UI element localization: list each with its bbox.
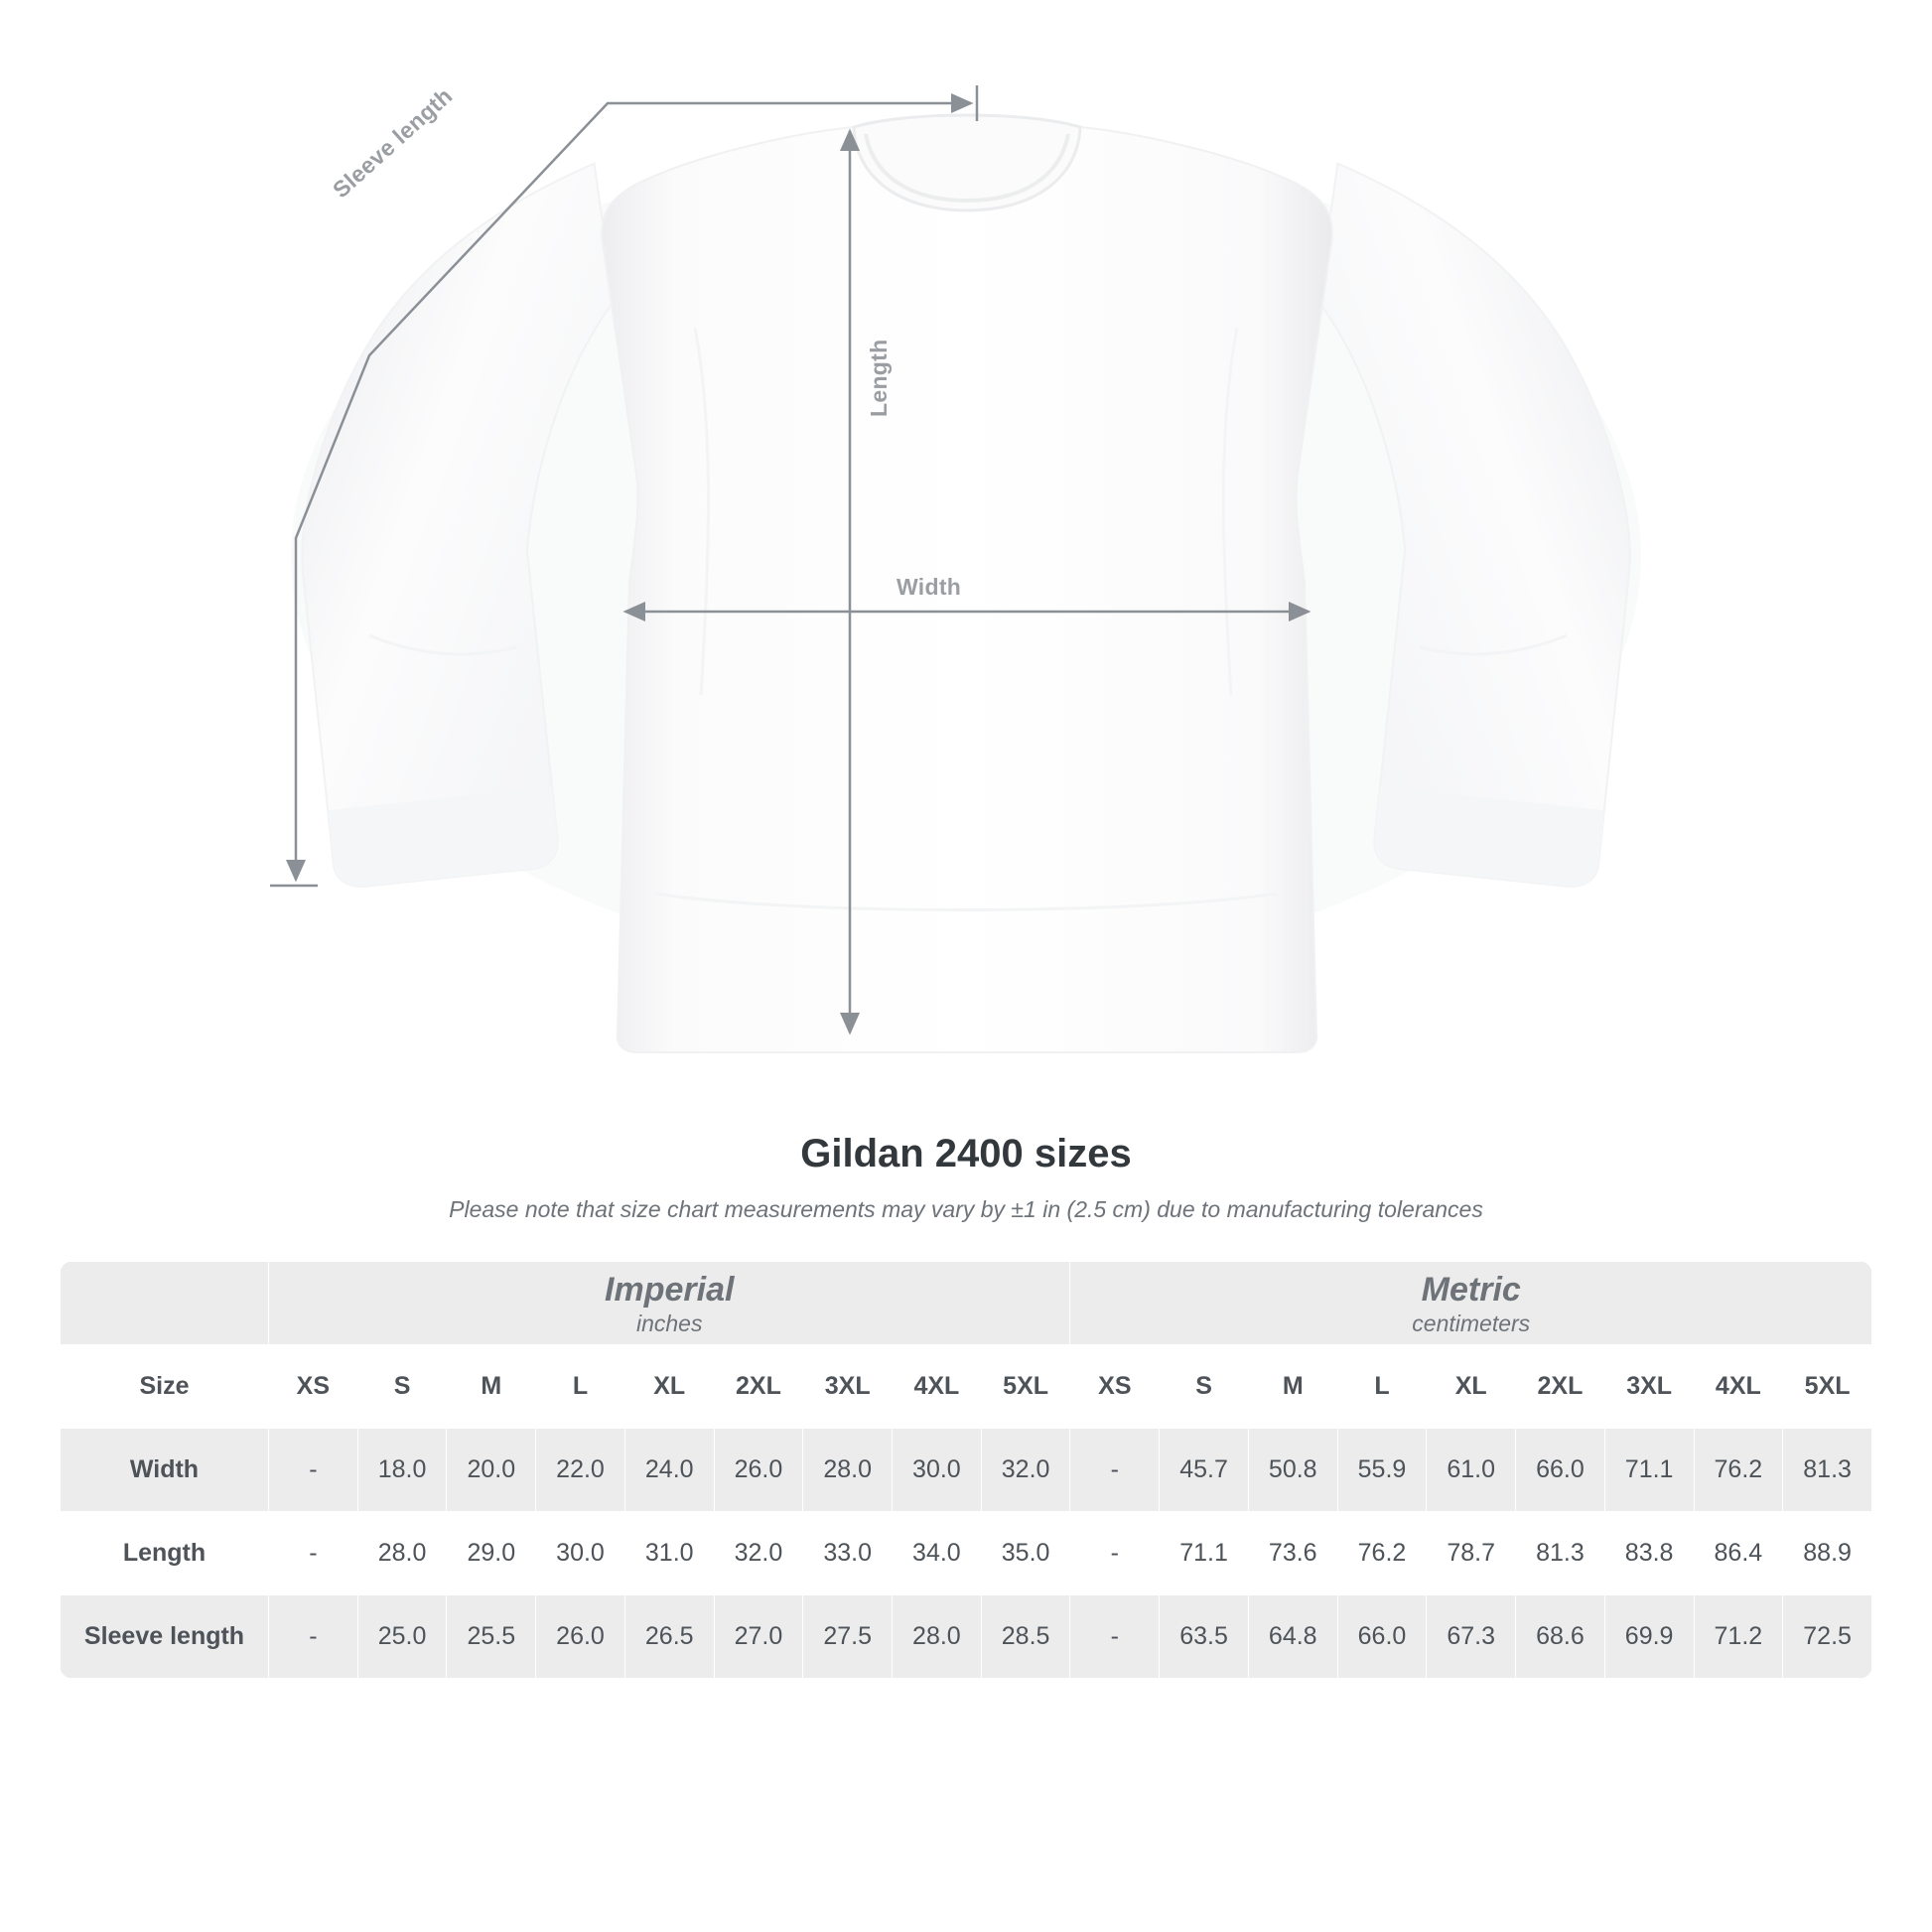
measurement-cell-metric: 71.1 [1604, 1429, 1694, 1512]
measurement-cell-metric: - [1070, 1512, 1160, 1595]
table-row [61, 1512, 1872, 1595]
measurement-cell-imperial: 34.0 [893, 1512, 982, 1595]
measurement-cell-metric: 66.0 [1337, 1595, 1427, 1679]
size-header-cell: 5XL [981, 1345, 1070, 1429]
length-label: Length [866, 339, 892, 417]
measurement-cell-metric: 71.1 [1160, 1512, 1249, 1595]
measurement-cell-metric: 66.0 [1516, 1429, 1605, 1512]
row-label-cell: Length [61, 1512, 269, 1595]
table-row [61, 1429, 1872, 1512]
size-header-cell: 4XL [1694, 1345, 1783, 1429]
table-corner-cell [61, 1262, 269, 1345]
measurement-cell-imperial: 29.0 [447, 1512, 536, 1595]
unit-name: Metric [1421, 1270, 1521, 1309]
measurement-cell-metric: 55.9 [1337, 1429, 1427, 1512]
size-header-cell: 5XL [1783, 1345, 1872, 1429]
unit-subtitle: centimeters [1412, 1311, 1531, 1337]
unit-name: Imperial [605, 1270, 735, 1309]
unit-header-metric [1070, 1262, 1872, 1345]
measurement-cell-imperial: 25.0 [357, 1595, 447, 1679]
measurement-cell-imperial: 30.0 [536, 1512, 625, 1595]
measurement-cell-imperial: 30.0 [893, 1429, 982, 1512]
size-header-cell: XS [269, 1345, 358, 1429]
measurement-cell-imperial: 35.0 [981, 1512, 1070, 1595]
measurement-cell-metric: 69.9 [1604, 1595, 1694, 1679]
size-header-cell: XS [1070, 1345, 1160, 1429]
size-header-cell: S [357, 1345, 447, 1429]
measurement-cell-imperial: 26.0 [714, 1429, 803, 1512]
size-table-wrapper [60, 1261, 1872, 1679]
measurement-cell-metric: 83.8 [1604, 1512, 1694, 1595]
size-header-cell: 3XL [1604, 1345, 1694, 1429]
measurement-cell-metric: 67.3 [1427, 1595, 1516, 1679]
units-header-row [61, 1262, 1872, 1345]
width-label: Width [897, 574, 962, 600]
measurement-cell-metric: 72.5 [1783, 1595, 1872, 1679]
size-label-cell: Size [61, 1345, 269, 1429]
shirt-body [602, 127, 1332, 1052]
measurement-cell-imperial: 28.5 [981, 1595, 1070, 1679]
measurement-cell-imperial: 27.5 [803, 1595, 893, 1679]
size-header-cell: 2XL [714, 1345, 803, 1429]
measurement-cell-imperial: 33.0 [803, 1512, 893, 1595]
size-header-cell: M [1248, 1345, 1337, 1429]
measurement-cell-metric: 86.4 [1694, 1512, 1783, 1595]
measurement-cell-metric: 81.3 [1516, 1512, 1605, 1595]
measurement-cell-imperial: 22.0 [536, 1429, 625, 1512]
measurement-cell-imperial: 28.0 [803, 1429, 893, 1512]
size-table [60, 1261, 1872, 1679]
size-header-cell: XL [624, 1345, 714, 1429]
measurement-cell-imperial: 20.0 [447, 1429, 536, 1512]
measurement-cell-metric: 64.8 [1248, 1595, 1337, 1679]
measurement-cell-metric: - [1070, 1429, 1160, 1512]
measurement-cell-imperial: - [269, 1512, 358, 1595]
measurement-cell-imperial: 26.5 [624, 1595, 714, 1679]
measurement-cell-metric: - [1070, 1595, 1160, 1679]
measurement-cell-metric: 45.7 [1160, 1429, 1249, 1512]
measurement-cell-metric: 76.2 [1694, 1429, 1783, 1512]
title-block [0, 1132, 1932, 1223]
measurement-cell-metric: 88.9 [1783, 1512, 1872, 1595]
sleeve-length-label: Sleeve length [328, 82, 458, 204]
row-label-cell: Sleeve length [61, 1595, 269, 1679]
size-header-cell: 4XL [893, 1345, 982, 1429]
measurement-cell-metric: 78.7 [1427, 1512, 1516, 1595]
measurement-cell-imperial: - [269, 1429, 358, 1512]
measurement-cell-imperial: 32.0 [981, 1429, 1070, 1512]
size-header-cell: L [1337, 1345, 1427, 1429]
measurement-cell-imperial: 28.0 [893, 1595, 982, 1679]
size-header-cell: L [536, 1345, 625, 1429]
tolerance-note: Please note that size chart measurements may vary by ±1 in (2.5 cm) due to manufacturing tolerances [449, 1196, 1483, 1222]
measurement-cell-metric: 81.3 [1783, 1429, 1872, 1512]
measurement-cell-metric: 71.2 [1694, 1595, 1783, 1679]
unit-subtitle: inches [635, 1311, 703, 1337]
measurement-cell-imperial: 32.0 [714, 1512, 803, 1595]
size-header-cell: S [1160, 1345, 1249, 1429]
measurement-cell-metric: 76.2 [1337, 1512, 1427, 1595]
size-header-row [61, 1345, 1872, 1429]
measurement-cell-imperial: 26.0 [536, 1595, 625, 1679]
measurement-cell-metric: 73.6 [1248, 1512, 1337, 1595]
measurement-cell-imperial: 18.0 [357, 1429, 447, 1512]
table-row [61, 1595, 1872, 1679]
measurement-cell-metric: 68.6 [1516, 1595, 1605, 1679]
size-header-cell: 3XL [803, 1345, 893, 1429]
measurement-cell-imperial: 31.0 [624, 1512, 714, 1595]
measurement-cell-metric: 63.5 [1160, 1595, 1249, 1679]
measurement-cell-metric: 50.8 [1248, 1429, 1337, 1512]
measurement-cell-imperial: - [269, 1595, 358, 1679]
size-header-cell: XL [1427, 1345, 1516, 1429]
measurement-cell-imperial: 27.0 [714, 1595, 803, 1679]
page-title: Gildan 2400 sizes [800, 1132, 1132, 1175]
row-label-cell: Width [61, 1429, 269, 1512]
measurement-cell-imperial: 25.5 [447, 1595, 536, 1679]
size-header-cell: 2XL [1516, 1345, 1605, 1429]
measurement-cell-imperial: 28.0 [357, 1512, 447, 1595]
unit-header-imperial [269, 1262, 1070, 1345]
size-header-cell: M [447, 1345, 536, 1429]
measurement-cell-metric: 61.0 [1427, 1429, 1516, 1512]
measurement-cell-imperial: 24.0 [624, 1429, 714, 1512]
